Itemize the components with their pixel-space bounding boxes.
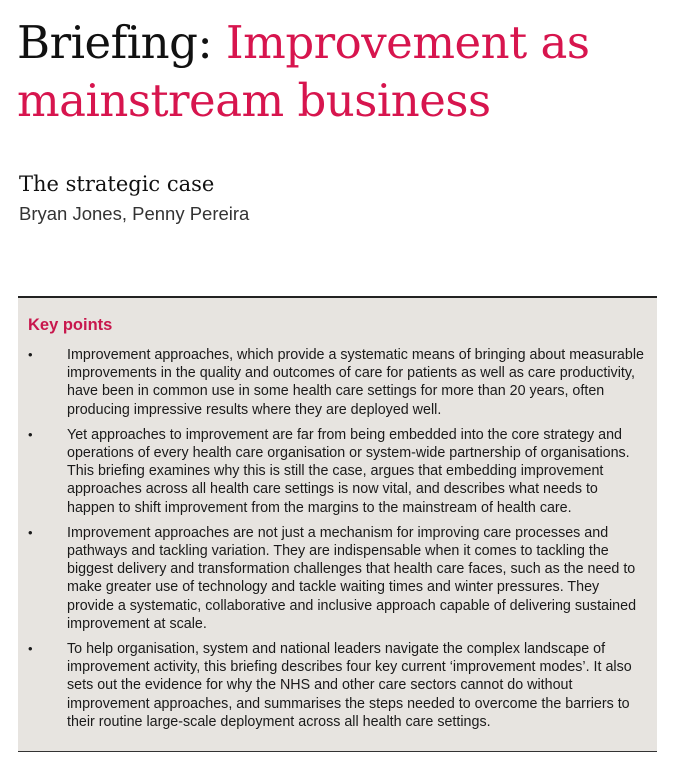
title-highlight: Improvement as mainstream business bbox=[17, 16, 590, 127]
document-title bbox=[17, 14, 677, 130]
key-points-box bbox=[18, 296, 657, 752]
key-points-heading: Key points bbox=[28, 316, 113, 334]
document-subtitle: The strategic case bbox=[19, 172, 215, 196]
bullet-icon: • bbox=[28, 524, 33, 540]
key-point-item bbox=[18, 426, 657, 517]
key-point-item bbox=[18, 640, 657, 731]
key-point-text: Improvement approaches are not just a mechanism for improving care processes and pathways and tackling variation. They are indispensable when it comes to tackling the biggest delivery and transformation challenges that health care faces, such as the need to make greater use of technology and tackle waiting times and winter pressures. They provide a systematic, collaborative and inclusive approach capable of delivering sustained improvement at scale. bbox=[67, 524, 637, 632]
authors-line: Bryan Jones, Penny Pereira bbox=[19, 203, 250, 224]
key-point-item bbox=[18, 524, 657, 633]
bullet-icon: • bbox=[28, 347, 33, 362]
key-point-text: Improvement approaches, which provide a systematic means of bringing about measurable improvements in the quality and outcomes of care for patients as well as care productivity, have been in common use in some health care settings for more than 20 years, often producing impressive results where they are deployed well. bbox=[67, 347, 644, 418]
bullet-icon: • bbox=[28, 641, 33, 657]
key-points-list bbox=[18, 346, 657, 738]
bullet-icon: • bbox=[28, 426, 33, 442]
key-point-item bbox=[18, 346, 657, 419]
title-prefix: Briefing: bbox=[17, 16, 226, 69]
key-point-text: To help organisation, system and national leaders navigate the complex landscape of improvement activity, this briefing describes four key current ‘improvement modes’. It also sets out the evidence for why the NHS and other care sectors cannot do without improvement approaches, and summarises the steps needed to overcome the barriers to their routine large-scale deployment across all health care settings. bbox=[67, 641, 632, 730]
key-point-text: Yet approaches to improvement are far from being embedded into the core strategy and operations of every health care organisation or system-wide partnership of organisations. This briefing examines why this is still the case, argues that embedding improvement approaches across all health care settings is now vital, and describes what needs to happen to shift improvement from the margins to the mainstream of health care. bbox=[67, 426, 630, 516]
